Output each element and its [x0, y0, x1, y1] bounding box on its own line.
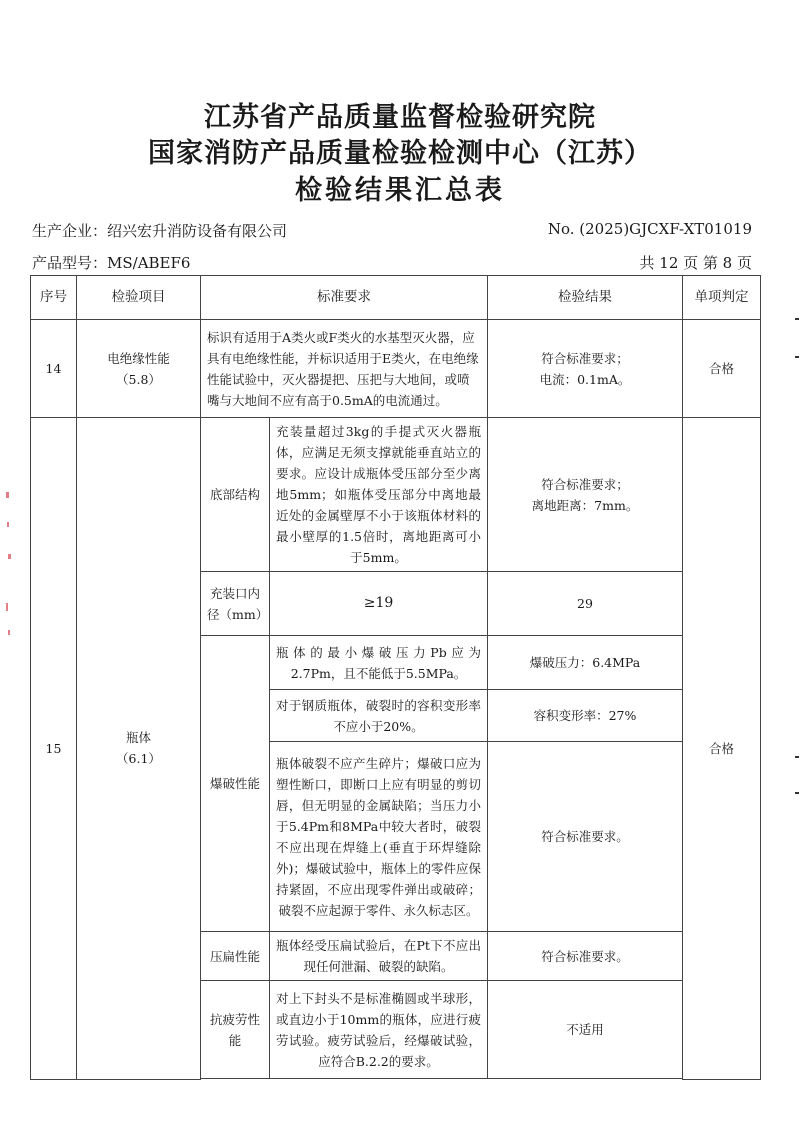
bottom-structure-name: 底部结构	[201, 418, 270, 572]
product-model: 产品型号：MS/ABEF6	[32, 254, 191, 272]
row15-item	[77, 418, 201, 1080]
results-table	[30, 275, 761, 1080]
report-number: No. (2025)GJCXF-XT01019	[547, 220, 752, 238]
row14-item	[77, 320, 201, 418]
burst-requirement-3: 瓶体破裂不应产生碎片；爆破口应为塑性断口，即断口上应有明显的剪切唇，但无明显的金属缺陷；当压力小于5.4Pm和8MPa中较大者时，破裂不应出现在焊缝上(垂直于环焊缝除外)；爆破试验中，瓶体上的零件应保持紧固，不应出现零件弹出或破碎；破裂不应起源于零件、永久标志区。	[270, 742, 488, 932]
meta-line-2	[32, 252, 752, 273]
header-requirement: 标准要求	[201, 276, 488, 320]
fatigue-result: 不适用	[488, 981, 683, 1079]
row14-result	[488, 320, 683, 418]
row14-item-name: 电绝缘性能	[107, 350, 170, 366]
burst-requirement-1: 瓶体的最小爆破压力Pb应为2.7Pm，且不能低于5.5MPa。	[270, 636, 488, 690]
bottom-structure-requirement: 充装量超过3kg的手提式灭火器瓶体，应满足无须支撑就能垂直站立的要求。应设计成瓶体受压部分至少离地5mm；如瓶体受压部分中离地最近处的金属壁厚不小于该瓶体材料的最小壁厚的1.5倍时，离地距离可小于5mm。	[270, 418, 488, 572]
row15-seq: 15	[31, 418, 77, 1080]
header-seq: 序号	[31, 276, 77, 320]
edge-tick	[795, 356, 799, 358]
spacer-cell	[201, 1079, 683, 1080]
edge-tick	[795, 756, 799, 758]
stamp-mark	[7, 522, 9, 527]
row14-verdict: 合格	[683, 320, 761, 418]
header-item: 检验项目	[77, 276, 201, 320]
row14-clause: （5.8）	[116, 371, 161, 387]
table-row	[31, 418, 761, 572]
inner-diameter-result: 29	[488, 572, 683, 636]
stamp-mark	[6, 603, 8, 611]
manufacturer: 生产企业：绍兴宏升消防设备有限公司	[32, 222, 288, 240]
row14-requirement: 标识有适用于A类火或F类火的水基型灭火器，应具有电绝缘性能，并标识适用于E类火，在电绝缘性能试验中，灭火器提把、压把与大地间，或喷嘴与大地间不应有高于0.5mA的电流通过。	[201, 320, 488, 418]
row14-result-line2: 电流：0.1mA。	[539, 371, 631, 387]
stamp-mark	[8, 630, 10, 635]
table-row	[31, 320, 761, 418]
meta-line-1	[32, 220, 752, 241]
bottom-structure-result	[488, 418, 683, 572]
bottom-structure-result-line1: 符合标准要求；	[541, 476, 629, 492]
inner-diameter-requirement: ≥19	[270, 572, 488, 636]
doc-title: 检验结果汇总表	[295, 175, 505, 206]
table-header-row	[31, 276, 761, 320]
burst-result-2: 容积变形率：27%	[488, 690, 683, 742]
inner-diameter-name: 充装口内径（mm）	[201, 572, 270, 636]
stamp-mark	[6, 492, 9, 498]
burst-result-1: 爆破压力：6.4MPa	[488, 636, 683, 690]
flatten-performance-name: 压扁性能	[201, 932, 270, 981]
burst-performance-name: 爆破性能	[201, 636, 270, 932]
fatigue-performance-name: 抗疲劳性能	[201, 981, 270, 1079]
header-verdict: 单项判定	[683, 276, 761, 320]
fatigue-requirement: 对上下封头不是标准椭圆或半球形，或直边小于10mm的瓶体，应进行疲劳试验。疲劳试验后，经爆破试验，应符合B.2.2的要求。	[270, 981, 488, 1079]
flatten-requirement: 瓶体经受压扁试验后，在Pt下不应出现任何泄漏、破裂的缺陷。	[270, 932, 488, 981]
row14-seq: 14	[31, 320, 77, 418]
row15-item-name: 瓶体	[125, 730, 151, 746]
institute-name: 江苏省产品质量监督检验研究院	[204, 102, 596, 133]
stamp-mark	[8, 554, 11, 559]
edge-tick	[795, 318, 799, 320]
row14-result-line1: 符合标准要求；	[541, 350, 629, 366]
flatten-result: 符合标准要求。	[488, 932, 683, 981]
page-count: 共 12 页 第 8 页	[639, 254, 752, 272]
bottom-structure-result-line2: 离地距离：7mm。	[531, 497, 639, 513]
row15-verdict: 合格	[683, 418, 761, 1080]
edge-tick	[795, 792, 799, 794]
center-name: 国家消防产品质量检验检测中心（江苏）	[148, 138, 652, 169]
row15-clause: （6.1）	[116, 751, 161, 767]
header-result: 检验结果	[488, 276, 683, 320]
burst-result-3: 符合标准要求。	[488, 742, 683, 932]
burst-requirement-2: 对于钢质瓶体，破裂时的容积变形率不应小于20%。	[270, 690, 488, 742]
